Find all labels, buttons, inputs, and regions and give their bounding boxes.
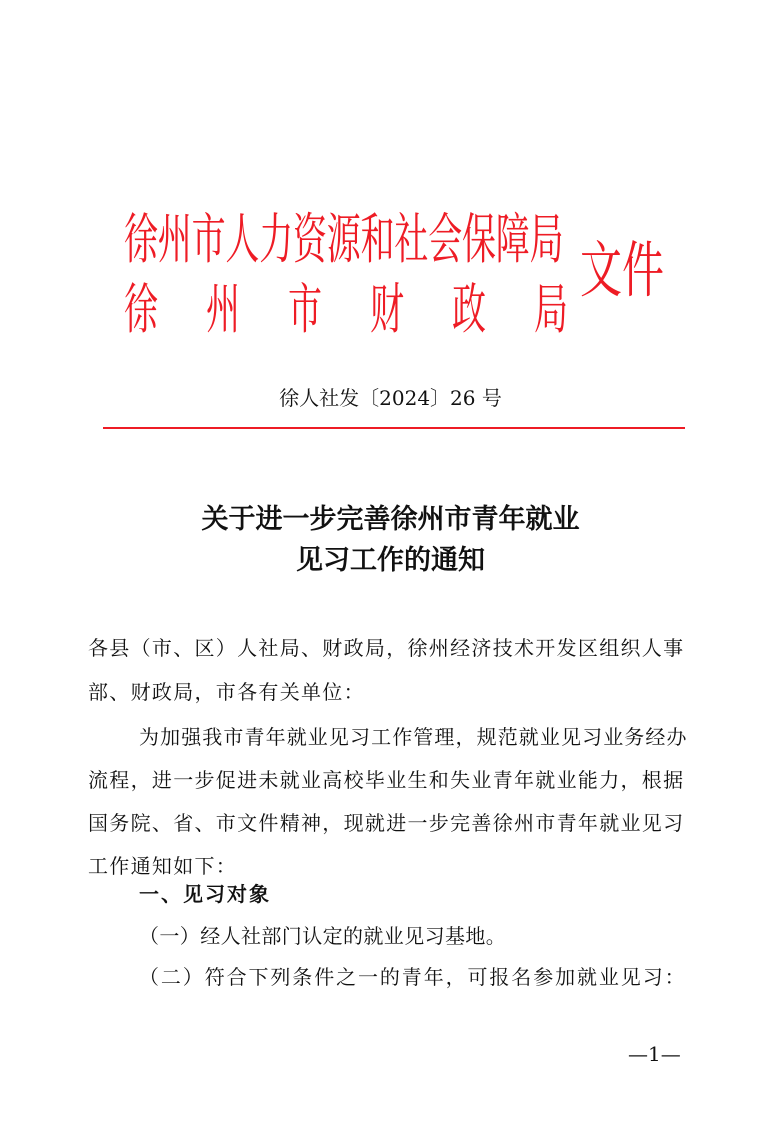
paragraph-line: 国务院、省、市文件精神，现就进一步完善徐州市青年就业见习 (88, 811, 685, 835)
list-item: （二）符合下列条件之一的青年，可报名参加就业见习： (139, 965, 687, 989)
section-heading: 一、见习对象 (139, 882, 271, 906)
issuer-line-1: 徐州市人力资源和社会保障局 (124, 208, 564, 273)
paragraph-line: 为加强我市青年就业见习工作管理，规范就业见习业务经办 (139, 725, 688, 749)
paragraph-line: 流程，进一步促进未就业高校毕业生和失业青年就业能力，根据 (88, 768, 685, 792)
issuer-line-2: 徐州市财政局 (124, 278, 616, 343)
red-divider (103, 427, 685, 429)
title-line-1: 关于进一步完善徐州市青年就业 (201, 504, 580, 535)
doc-type-label: 文件 (580, 234, 665, 306)
list-item: （一）经人社部门认定的就业见习基地。 (139, 924, 507, 948)
addressee-line-1: 各县（市、区）人社局、财政局，徐州经济技术开发区组织人事 (88, 636, 685, 660)
paragraph-line: 工作通知如下： (88, 854, 238, 878)
addressee-line-2: 部、财政局，市各有关单位： (88, 680, 365, 704)
title-line-2: 见习工作的通知 (296, 545, 485, 576)
page-number: —1— (628, 1042, 681, 1066)
document-number: 徐人社发〔2024〕26 号 (279, 386, 502, 410)
